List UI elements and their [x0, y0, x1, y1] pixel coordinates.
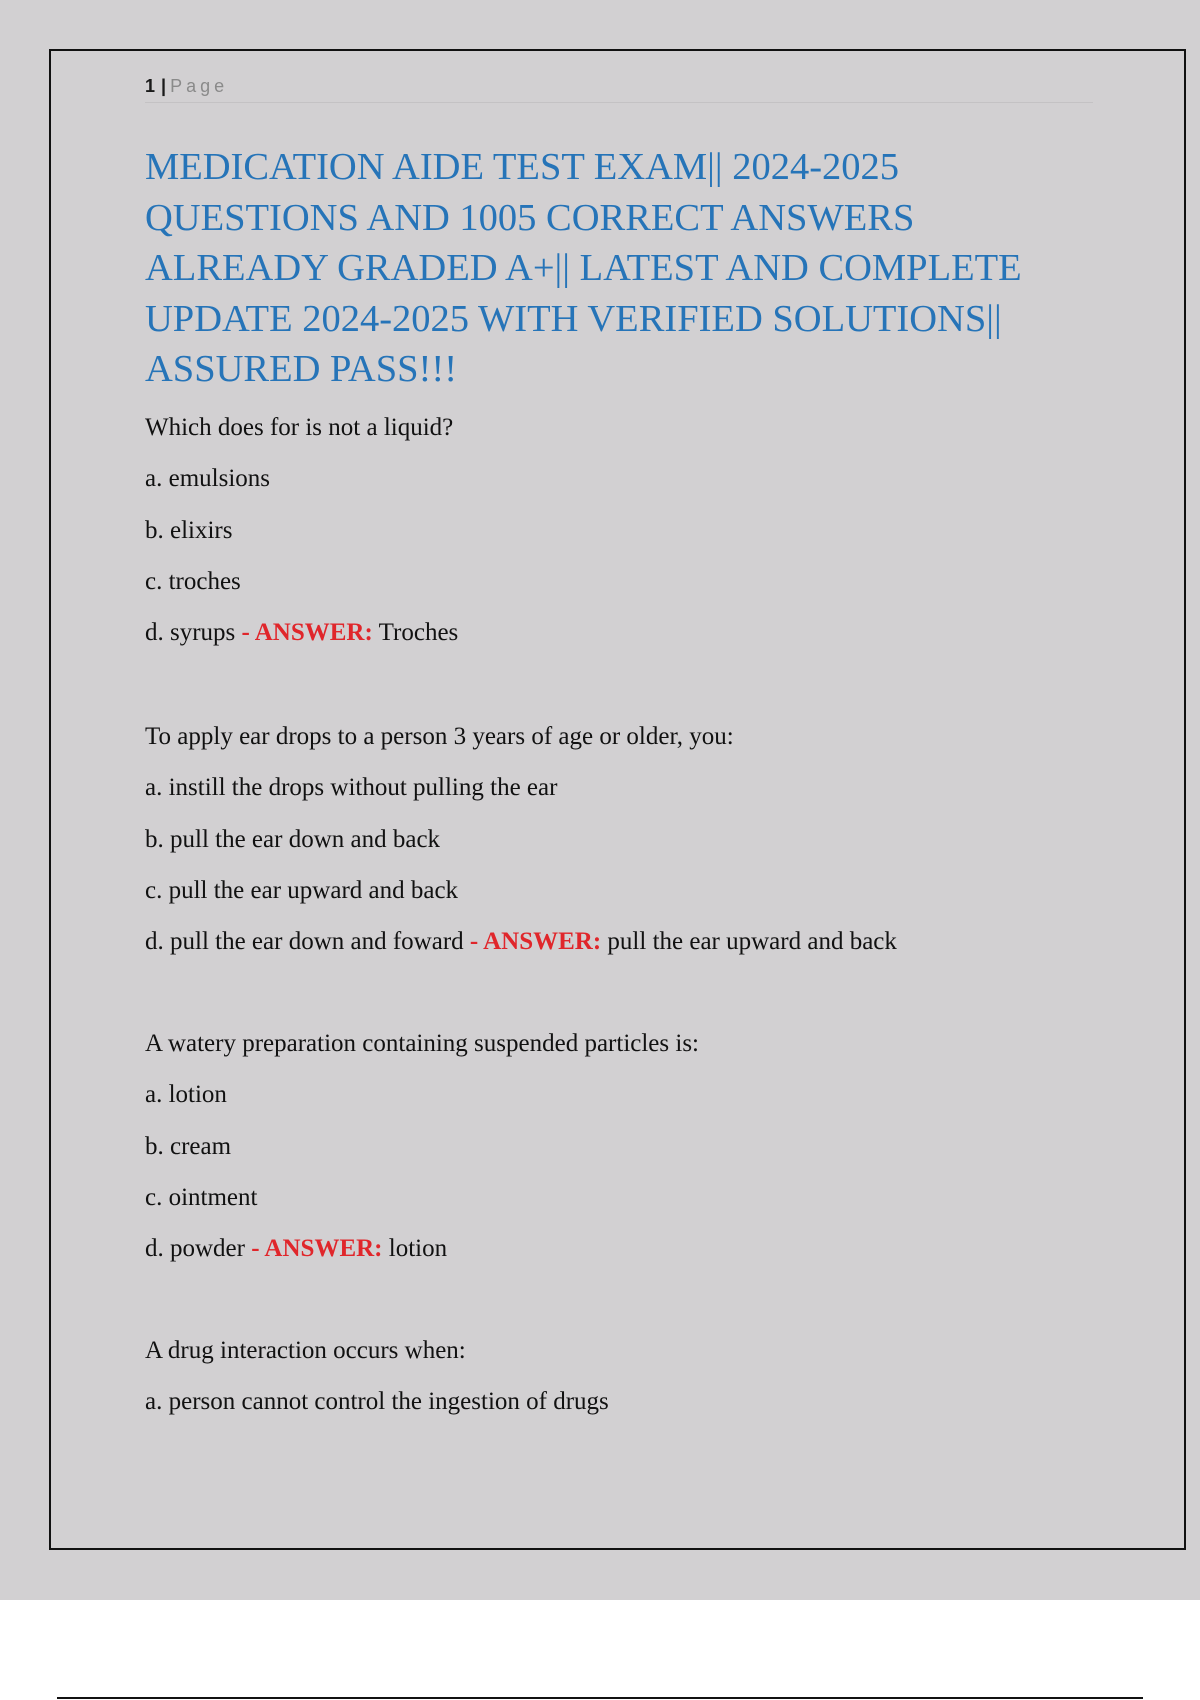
page-separator: | — [161, 76, 167, 96]
option-b: b. cream — [145, 1132, 232, 1160]
option-d: d. powder — [145, 1235, 245, 1263]
question-stem: Which does for is not a liquid? — [145, 414, 454, 441]
option-a: a. person cannot control the ingestion of drugs — [145, 1388, 609, 1416]
document-title: MEDICATION AIDE TEST EXAM|| 2024-2025 QUESTIONS AND 1005 CORRECT ANSWERS ALREADY GRADED A+|| LATEST AND COMPLETE UPDATE 2024-2025 WITH VERIFIED SOLUTIONS|| ASSURED PASS!!! — [145, 146, 1022, 390]
option-b: b. elixirs — [145, 516, 233, 544]
question-block-1 — [145, 402, 1145, 658]
answer-tag: - ANSWER: — [469, 928, 602, 956]
option-a: a. emulsions — [145, 465, 270, 493]
option-c: c. ointment — [145, 1183, 258, 1211]
page-header — [145, 74, 1093, 103]
option-a: a. instill the drops without pulling the ear — [145, 774, 558, 802]
answer-text: lotion — [388, 1235, 448, 1263]
page-label: Page — [170, 76, 229, 96]
option-d-with-answer — [145, 916, 1145, 967]
question-stem: A drug interaction occurs when: — [145, 1337, 466, 1364]
question-block-3 — [145, 1018, 1145, 1274]
answer-text: pull the ear upward and back — [607, 928, 897, 956]
option-b: b. pull the ear down and back — [145, 825, 441, 853]
option-c: c. pull the ear upward and back — [145, 876, 459, 904]
answer-tag: - ANSWER: — [251, 1235, 383, 1263]
option-c: c. troches — [145, 567, 241, 595]
answer-text: Troches — [378, 619, 459, 647]
next-page-top-rule — [57, 1697, 1143, 1699]
answer-tag: - ANSWER: — [241, 619, 373, 647]
question-stem: To apply ear drops to a person 3 years of age or older, you: — [145, 723, 734, 750]
option-d: d. pull the ear down and foward — [145, 928, 464, 956]
question-block-4 — [145, 1325, 1145, 1428]
option-a: a. lotion — [145, 1081, 227, 1109]
question-block-2 — [145, 711, 1145, 967]
question-stem: A watery preparation containing suspended particles is: — [145, 1030, 700, 1057]
option-d: d. syrups — [145, 619, 236, 647]
option-d-with-answer — [145, 1223, 1145, 1274]
option-d-with-answer — [145, 607, 1145, 658]
page-number: 1 — [145, 76, 156, 96]
